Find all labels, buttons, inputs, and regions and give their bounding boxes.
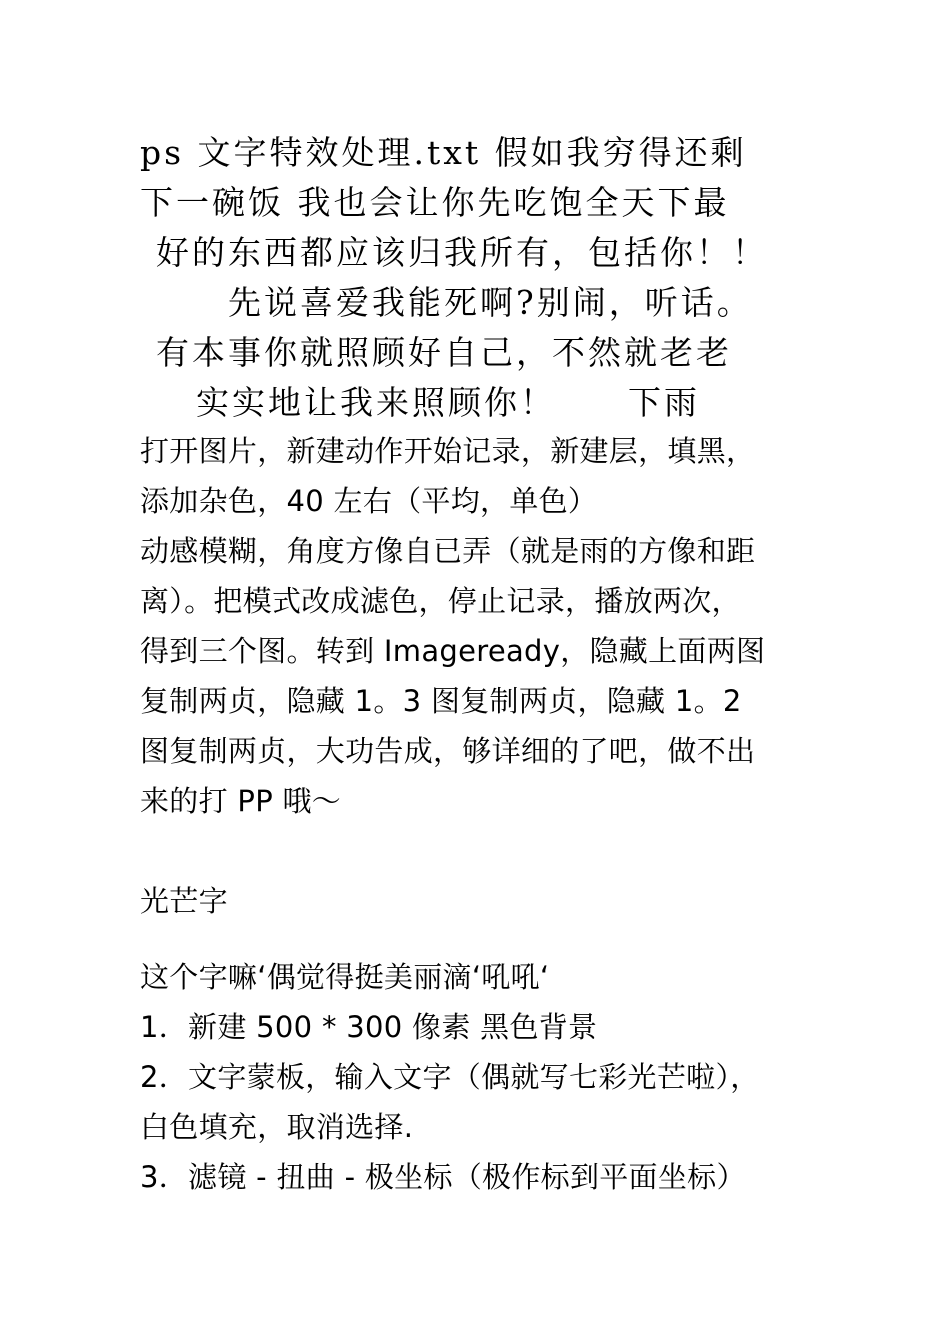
paragraph-line: 复制两贞，隐藏 1。3 图复制两贞，隐藏 1。2 — [140, 684, 742, 718]
step-line: 1．新建 500 * 300 像素 黑色背景 — [140, 1010, 598, 1044]
glow-text-section — [140, 876, 830, 1202]
paragraph-line: 来的打 PP 哦～ — [140, 784, 342, 818]
paragraph-line: 动感模糊，角度方像自已弄（就是雨的方像和距 — [140, 534, 756, 568]
paragraph-line: 图复制两贞，大功告成，够详细的了吧，做不出 — [140, 734, 756, 768]
section-title: 光芒字 — [140, 884, 228, 918]
poem-line: 好的东西都应该归我所有，包括你！！ — [156, 233, 768, 272]
title-line: ps 文字特效处理.txt 假如我穷得还剩 — [140, 133, 747, 172]
step-line: 2．文字蒙板，输入文字（偶就写七彩光芒啦）， — [140, 1060, 760, 1094]
content-body — [140, 426, 830, 1202]
title-poem-block — [140, 128, 820, 428]
rain-effect-section — [140, 426, 830, 826]
poem-line: 先说喜爱我能死啊?别闹，听话。 — [228, 283, 753, 322]
poem-line: 下一碗饭 我也会让你先吃饱全天下最 — [140, 183, 730, 222]
step-line: 3．滤镜 - 扭曲 - 极坐标（极作标到平面坐标） — [140, 1160, 746, 1194]
poem-line: 实实地让我来照顾你！ 下雨 — [196, 383, 700, 422]
paragraph-line: 打开图片，新建动作开始记录，新建层，填黑， — [140, 434, 756, 468]
spacer — [140, 926, 830, 952]
paragraph-line: 得到三个图。转到 Imageready，隐藏上面两图 — [140, 634, 766, 668]
poem-line: 有本事你就照顾好自己，不然就老老 — [156, 333, 732, 372]
intro-line: 这个字嘛‘偶觉得挺美丽滴‘吼吼‘ — [140, 960, 550, 994]
paragraph-line: 离）。把模式改成滤色，停止记录，播放两次， — [140, 584, 741, 618]
spacer — [140, 826, 830, 876]
paragraph-line: 添加杂色，40 左右（平均，单色） — [140, 484, 598, 518]
step-line: 白色填充，取消选择. — [140, 1110, 414, 1144]
